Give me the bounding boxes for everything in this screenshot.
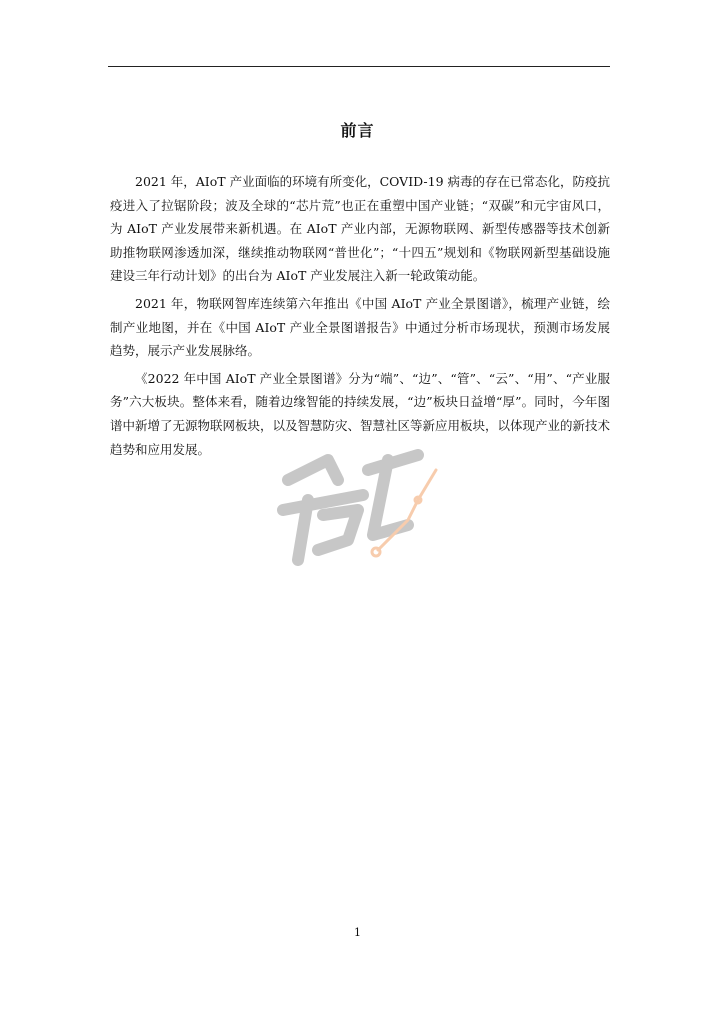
body-text (110, 170, 610, 465)
header-rule (108, 66, 610, 67)
page-title: 前言 (340, 121, 375, 140)
paragraph-3: 《2022 年中国 AIoT 产业全景图谱》分为“端”、“边”、“管”、“云”、“用”、“产业服务”六大板块。整体来看，随着边缘智能的持续发展，“边”板块日益增“厚”。同时，今年图谱中新增了无源物联网板块，以及智慧防灾、智慧社区等新应用板块，以体现产业的新技术趋势和应用发展。 (110, 370, 611, 457)
paragraph-1: 2021 年，AIoT 产业面临的环境有所变化，COVID-19 病毒的存在已常态化，防疫抗疫进入了拉锯阶段；波及全球的“芯片荒”也正在重塑中国产业链；“双碳”和元宇宙风口，为 AIoT 产业发展带来新机遇。在 AIoT 产业内部，无源物联网、新型传感器等技术创新助推物联网渗透加深，继续推动物联网“普世化”；“十四五”规划和《物联网新型基础设施建设三年行动计划》的出台为 AIoT 产业发展注入新一轮政策动能。 (110, 174, 611, 284)
paragraph-2: 2021 年，物联网智库连续第六年推出《中国 AIoT 产业全景图谱》，梳理产业链，绘制产业地图，并在《中国 AIoT 产业全景图谱报告》中通过分析市场现状，预测市场发展趋势，展示产业发展脉络。 (110, 295, 610, 359)
page-number: 1 (354, 926, 361, 939)
watermark-logo-icon (268, 440, 448, 580)
